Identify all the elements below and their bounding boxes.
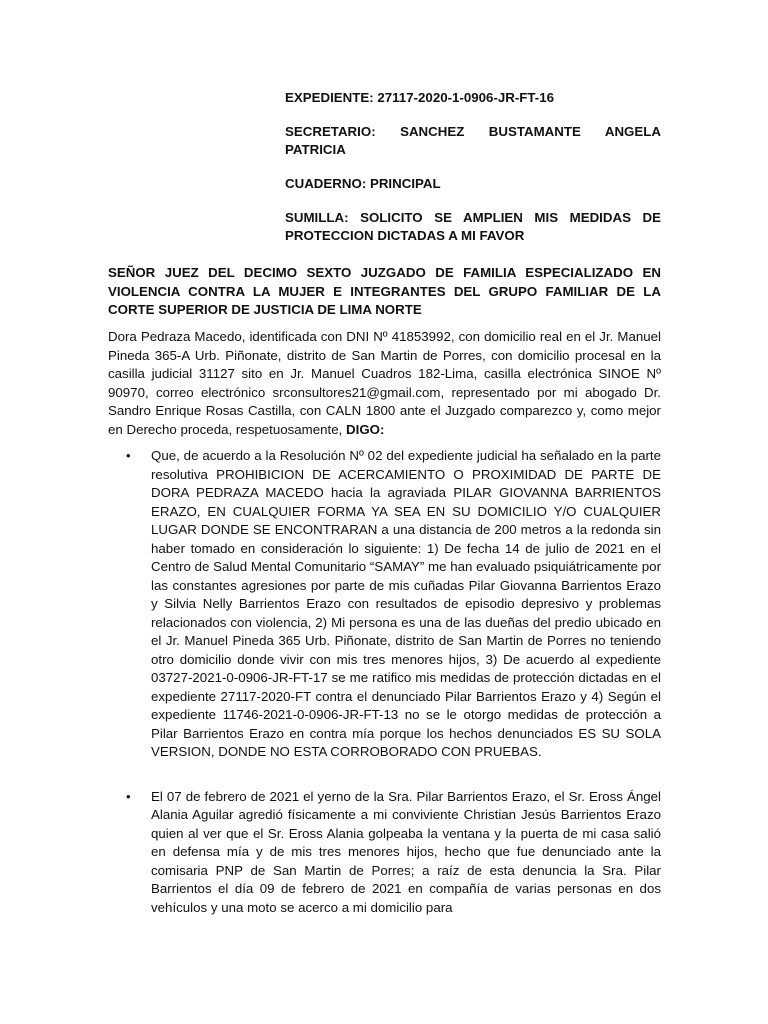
sumilla-line: SUMILLA: SOLICITO SE AMPLIEN MIS MEDIDAS DE PROTECCION DICTADAS A MI FAVOR — [285, 210, 661, 243]
bullet-icon: • — [126, 788, 131, 804]
intro-text: Dora Pedraza Macedo, identificada con DNI Nº 41853992, con domicilio real en el Jr. Manuel Pineda 365-A Urb. Piñonate, distrito de San Martin de Porres, con domicilio procesal en la casilla judicial 31127 sito en Jr. Manuel Cuadros 182-Lima, casilla electrónica SINOE Nº 90970, correo electrónico srconsultores21@gmail.com, representado por mi abogado Dr. Sandro Enrique Rosas Castilla, con CALN 1800 ante el Juzgado comparezco y, como mejor en Derecho proceda, respetuosamente, — [108, 329, 661, 437]
cuaderno-line: CUADERNO: PRINCIPAL — [285, 176, 441, 191]
bullet-icon: • — [126, 448, 131, 463]
secretario-line: SECRETARIO: SANCHEZ BUSTAMANTE ANGELA PATRICIA — [285, 124, 661, 157]
intro-paragraph — [108, 328, 661, 439]
case-header — [285, 89, 661, 261]
bullet-text-2: El 07 de febrero de 2021 el yerno de la Sra. Pilar Barrientos Erazo, el Sr. Eross Ángel Alania Aguilar agredió físicamente a mi conviviente Christian Jesús Barrientos Erazo quien al ver que el Sr. Eross Alania golpeaba la ventana y la puerta de mi casa salió en defensa mía y de mis tres menores hijos, hecho que fue denunciado ante la comisaria PNP de San Martin de Porres; a raíz de esta denuncia la Sra. Pilar Barrientos el día 09 de febrero de 2021 en compañía de varias personas en dos vehículos y una moto se acerco a mi domicilio para — [151, 788, 661, 915]
digo-label: DIGO: — [346, 421, 385, 437]
expediente-line: EXPEDIENTE: 27117-2020-1-0906-JR-FT-16 — [285, 90, 555, 105]
bullet-list — [108, 447, 661, 939]
bullet-text-1: Que, de acuerdo a la Resolución Nº 02 del expediente judicial ha señalado en la parte resolutiva PROHIBICION DE ACERCAMIENTO O PROXIMIDAD DE PARTE DE DORA PEDRAZA MACEDO hacia la agraviada PILAR GIOVANNA BARRIENTOS ERAZO, EN CUALQUIER FORMA YA SEA EN SU DOMICILIO Y/O CUALQUIER LUGAR DONDE SE ENCONTRARAN a una distancia de 200 metros a la redonda sin haber tomado en consideración lo siguiente: 1) De fecha 14 de julio de 2021 en el Centro de Salud Mental Comunitario “SAMAY” me han evaluado psiquiátricamente por las constantes agresiones por parte de mis cuñadas Pilar Giovanna Barrientos Erazo y Silvia Nelly Barrientos Erazo con resultados de episodio depresivo y problemas relacionados con violencia, 2) Mi persona es una de las dueñas del predio ubicado en el Jr. Manuel Pineda 365 Urb. Piñonate, distrito de San Martin de Porres no teniendo otro domicilio donde vivir con mis tres menores hijos, 3) De acuerdo al expediente 03727-2021-0-0906-JR-FT-17 se me ratifico mis medidas de protección dictadas en el expediente 27117-2020-FT contra el denunciado Pilar Barrientos Erazo y 4) Según el expediente 11746-2021-0-0906-JR-FT-13 no se le otorgo medidas de protección a Pilar Barrientos Erazo en contra mía porque los hechos denunciados ES SU SOLA VERSION, DONDE NO ESTA CORROBORADO CON PRUEBAS. — [151, 448, 661, 759]
bullet-item-1 — [108, 447, 661, 762]
bullet-item-2 — [108, 788, 661, 918]
court-addressee: SEÑOR JUEZ DEL DECIMO SEXTO JUZGADO DE FAMILIA ESPECIALIZADO EN VIOLENCIA CONTRA LA MUJER E INTEGRANTES DEL GRUPO FAMILIAR DE LA CORTE SUPERIOR DE JUSTICIA DE LIMA NORTE — [108, 265, 661, 317]
